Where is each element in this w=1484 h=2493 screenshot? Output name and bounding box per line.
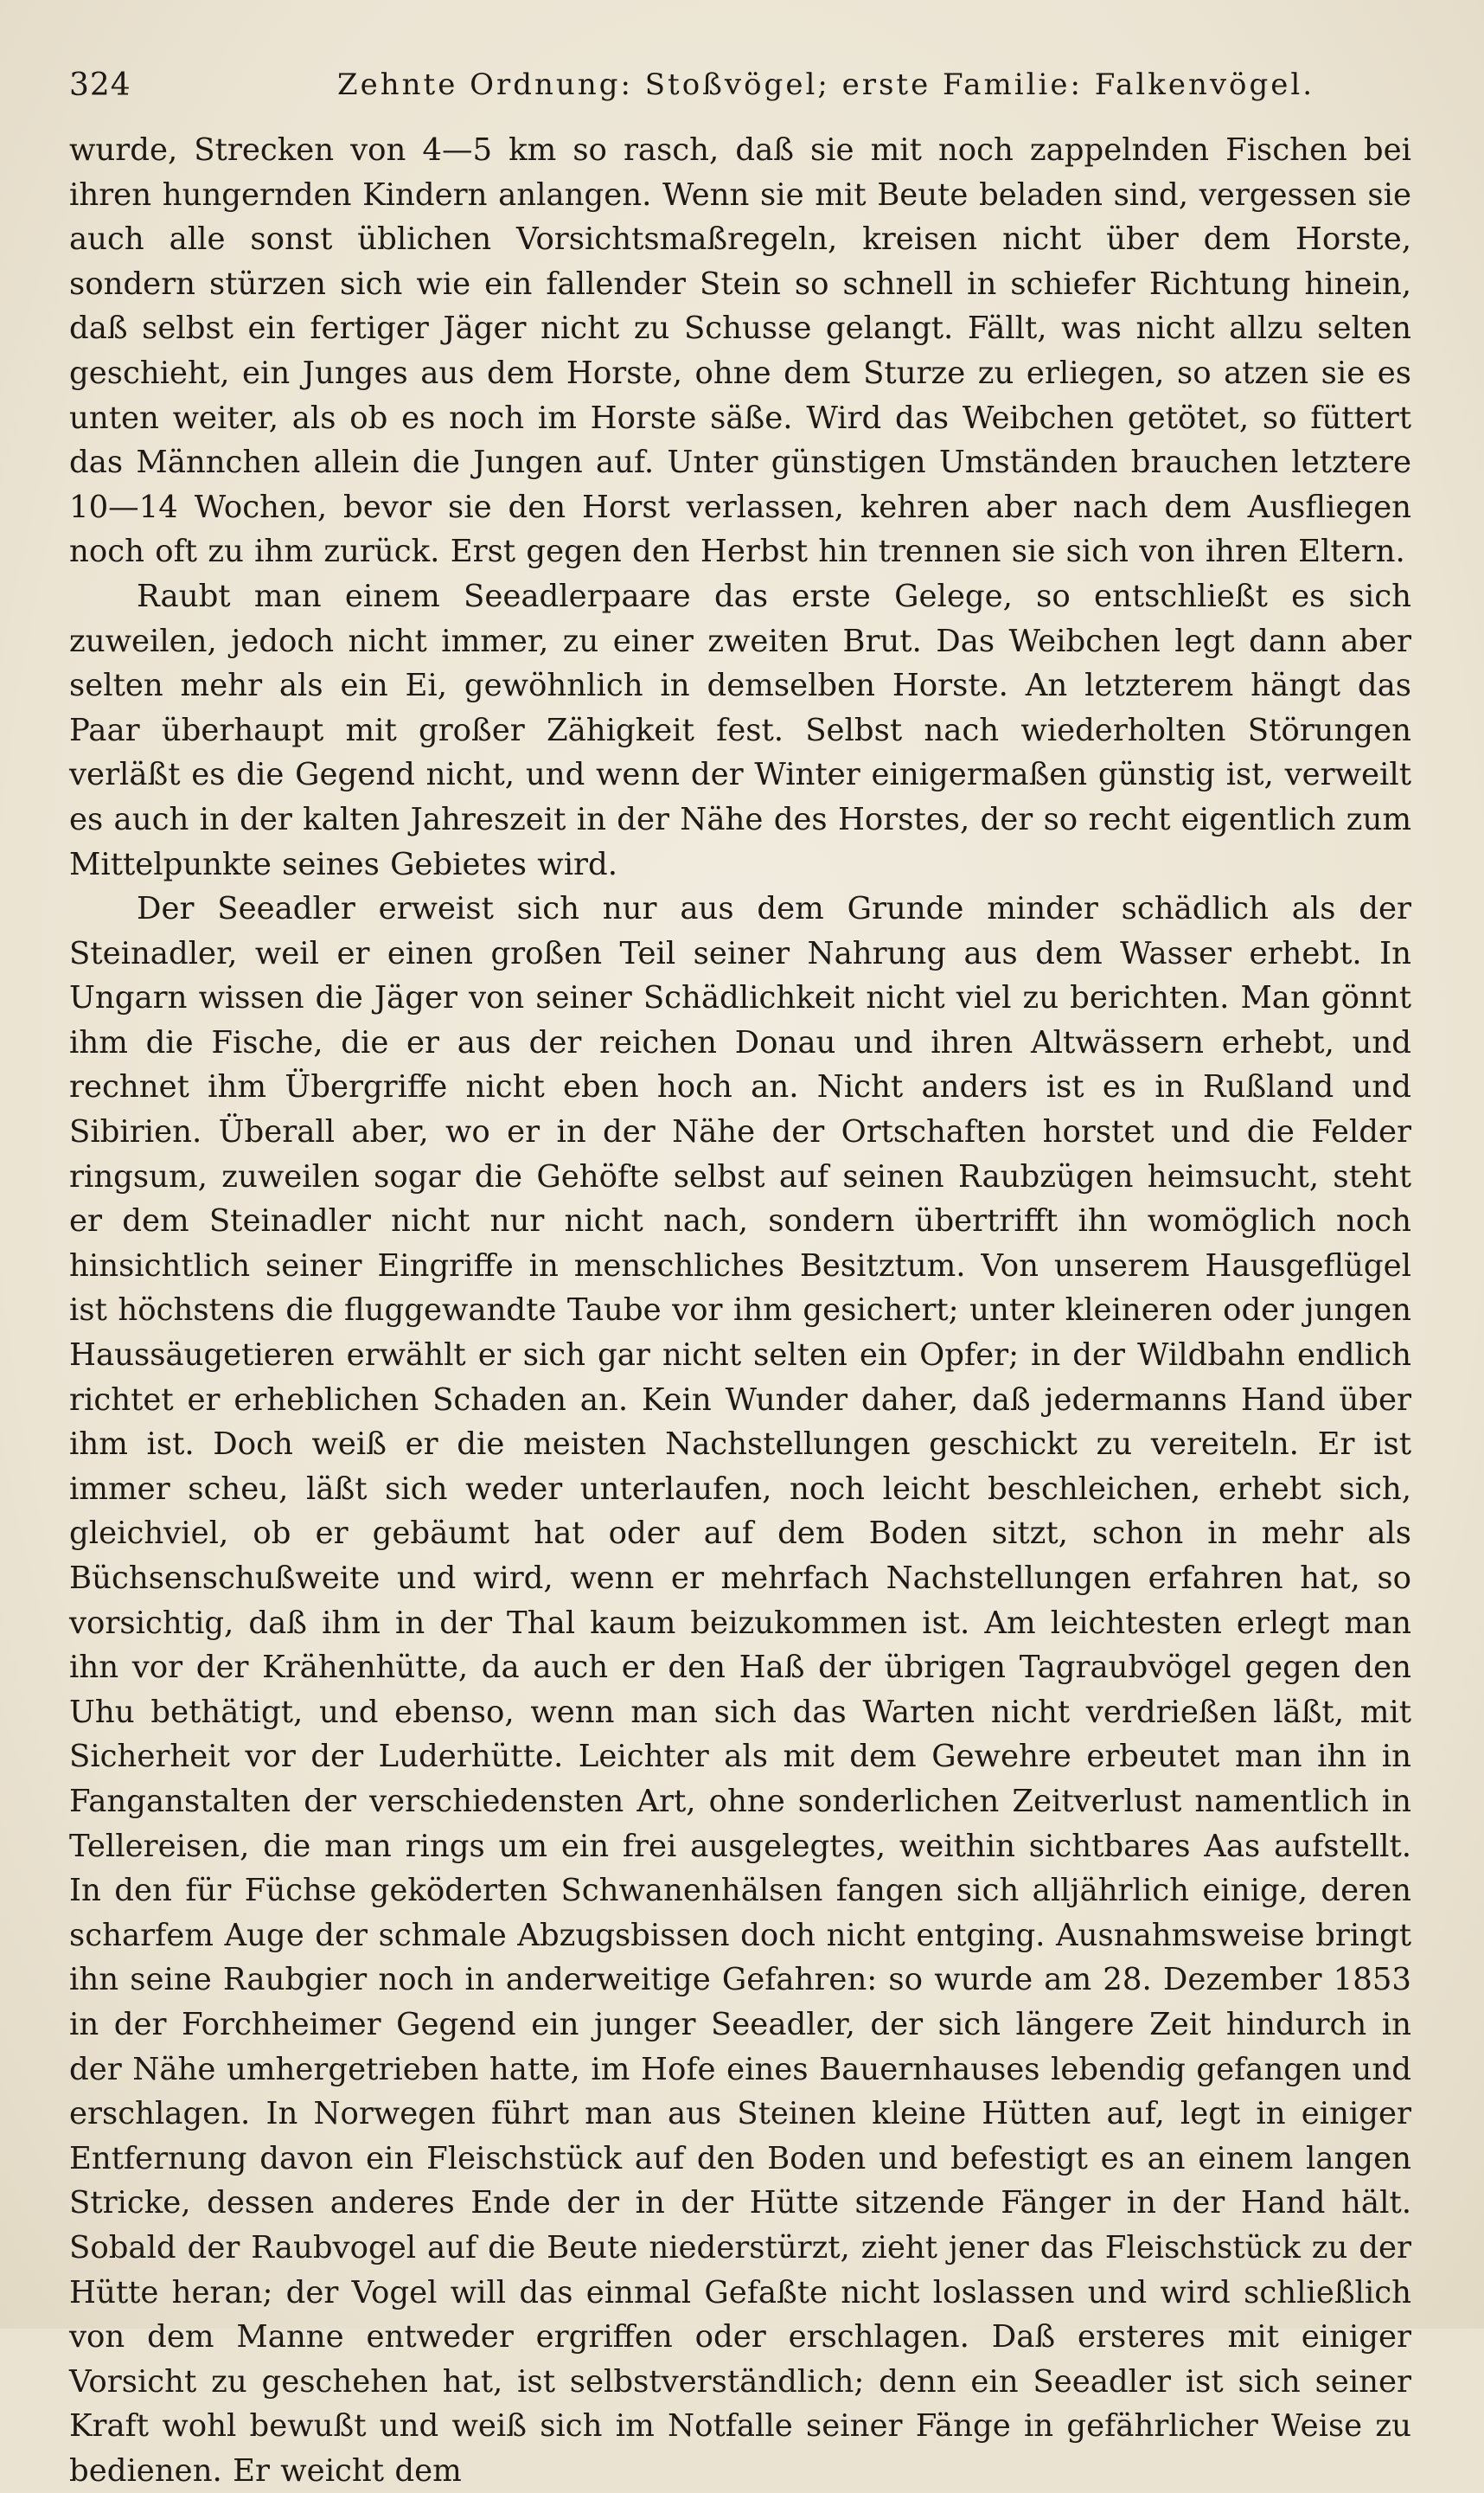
paragraph: wurde, Strecken von 4—5 km so rasch, daß sie mit noch zappelnden Fischen bei ihren hungernden Kindern anlangen. Wenn sie mit Beute beladen sind, vergessen sie auch alle sonst üblichen Vorsichtsmaßregeln, kreisen nicht über dem Horste, sondern stürzen sich wie ein fallender Stein so schnell in schiefer Richtung hinein, daß selbst ein fertiger Jäger nicht zu Schusse gelangt. Fällt, was nicht allzu selten geschieht, ein Junges aus dem Horste, ohne dem Sturze zu erliegen, so atzen sie es unten weiter, als ob es noch im Horste säße. Wird das Weibchen getötet, so füttert das Männchen allein die Jungen auf. Unter günstigen Umständen brauchen letztere 10—14 Wochen, bevor sie den Horst verlassen, kehren aber nach dem Ausfliegen noch oft zu ihm zurück. Erst gegen den Herbst hin trennen sie sich von ihren Eltern. bbox=[69, 132, 1411, 570]
page-number: 324 bbox=[69, 67, 131, 103]
page-header bbox=[69, 67, 1411, 119]
paragraph: Raubt man einem Seeadlerpaare das erste Gelege, so entschließt es sich zuweilen, jedoch nicht immer, zu einer zweiten Brut. Das Weibchen legt dann aber selten mehr als ein Ei, gewöhnlich in demselben Horste. An letzterem hängt das Paar überhaupt mit großer Zähigkeit fest. Selbst nach wiederholten Störungen verläßt es die Gegend nicht, und wenn der Winter einigermaßen günstig ist, verweilt es auch in der kalten Jahreszeit in der Nähe des Horstes, der so recht eigentlich zum Mittelpunkte seines Gebietes wird. bbox=[69, 578, 1411, 882]
running-head: Zehnte Ordnung: Stoßvögel; erste Familie: Falkenvögel. bbox=[337, 67, 1315, 102]
paragraph: Der Seeadler erweist sich nur aus dem Grunde minder schädlich als der Steinadler, weil er einen großen Teil seiner Nahrung aus dem Wasser erhebt. In Ungarn wissen die Jäger von seiner Schädlichkeit nicht viel zu berichten. Man gönnt ihm die Fische, die er aus der reichen Donau und ihren Altwässern erhebt, und rechnet ihm Übergriffe nicht eben hoch an. Nicht anders ist es in Rußland und Sibirien. Überall aber, wo er in der Nähe der Ortschaften horstet und die Felder ringsum, zuweilen sogar die Gehöfte selbst auf seinen Raubzügen heimsucht, steht er dem Steinadler nicht nur nicht nach, sondern übertrifft ihn womöglich noch hinsichtlich seiner Eingriffe in menschliches Besitztum. Von unserem Hausgeflügel ist höchstens die fluggewandte Taube vor ihm gesichert; unter kleineren oder jungen Haussäugetieren erwählt er sich gar nicht selten ein Opfer; in der Wildbahn endlich richtet er erheblichen Schaden an. Kein Wunder daher, daß jedermanns Hand über ihm ist. Doch weiß er die meisten Nachstellungen geschickt zu vereiteln. Er ist immer scheu, läßt sich weder unterlaufen, noch leicht beschleichen, erhebt sich, gleichviel, ob er gebäumt hat oder auf dem Boden sitzt, schon in mehr als Büchsenschußweite und wird, wenn er mehrfach Nachstellungen erfahren hat, so vorsichtig, daß ihm in der Thal kaum beizukommen ist. Am leichtesten erlegt man ihn vor der Krähenhütte, da auch er den Haß der übrigen Tagraubvögel gegen den Uhu bethätigt, und ebenso, wenn man sich das Warten nicht verdrießen läßt, mit Sicherheit vor der Luderhütte. Leichter als mit dem Gewehre erbeutet man ihn in Fanganstalten der verschiedensten Art, ohne sonderlichen Zeitverlust namentlich in Tellereisen, die man rings um ein frei ausgelegtes, weithin sichtbares Aas aufstellt. In den für Füchse geköderten Schwanenhälsen fangen sich alljährlich einige, deren scharfem Auge der schmale Abzugsbissen doch nicht entging. Ausnahmsweise bringt ihn seine Raubgier noch in anderweitige Gefahren: so wurde am 28. Dezember 1853 in der Forchheimer Gegend ein junger Seeadler, der sich längere Zeit hindurch in der Nähe umhergetrieben hatte, im Hofe eines Bauernhauses lebendig gefangen und erschlagen. In Norwegen führt man aus Steinen kleine Hütten auf, legt in einiger Entfernung davon ein Fleischstück auf den Boden und befestigt es an einem langen Stricke, dessen anderes Ende der in der Hütte sitzende Fänger in der Hand hält. Sobald der Raubvogel auf die Beute niederstürzt, zieht jener das Fleischstück zu der Hütte heran; der Vogel will das einmal Gefaßte nicht loslassen und wird schließlich von dem Manne entweder ergriffen oder erschlagen. Daß ersteres mit einiger Vorsicht zu geschehen hat, ist selbstverständlich; denn ein Seeadler ist sich seiner Kraft wohl bewußt und weiß sich im Notfalle seiner Fänge in gefährlicher Weise zu bedienen. Er weicht dem bbox=[69, 891, 1411, 2489]
body-text bbox=[69, 128, 1411, 2493]
